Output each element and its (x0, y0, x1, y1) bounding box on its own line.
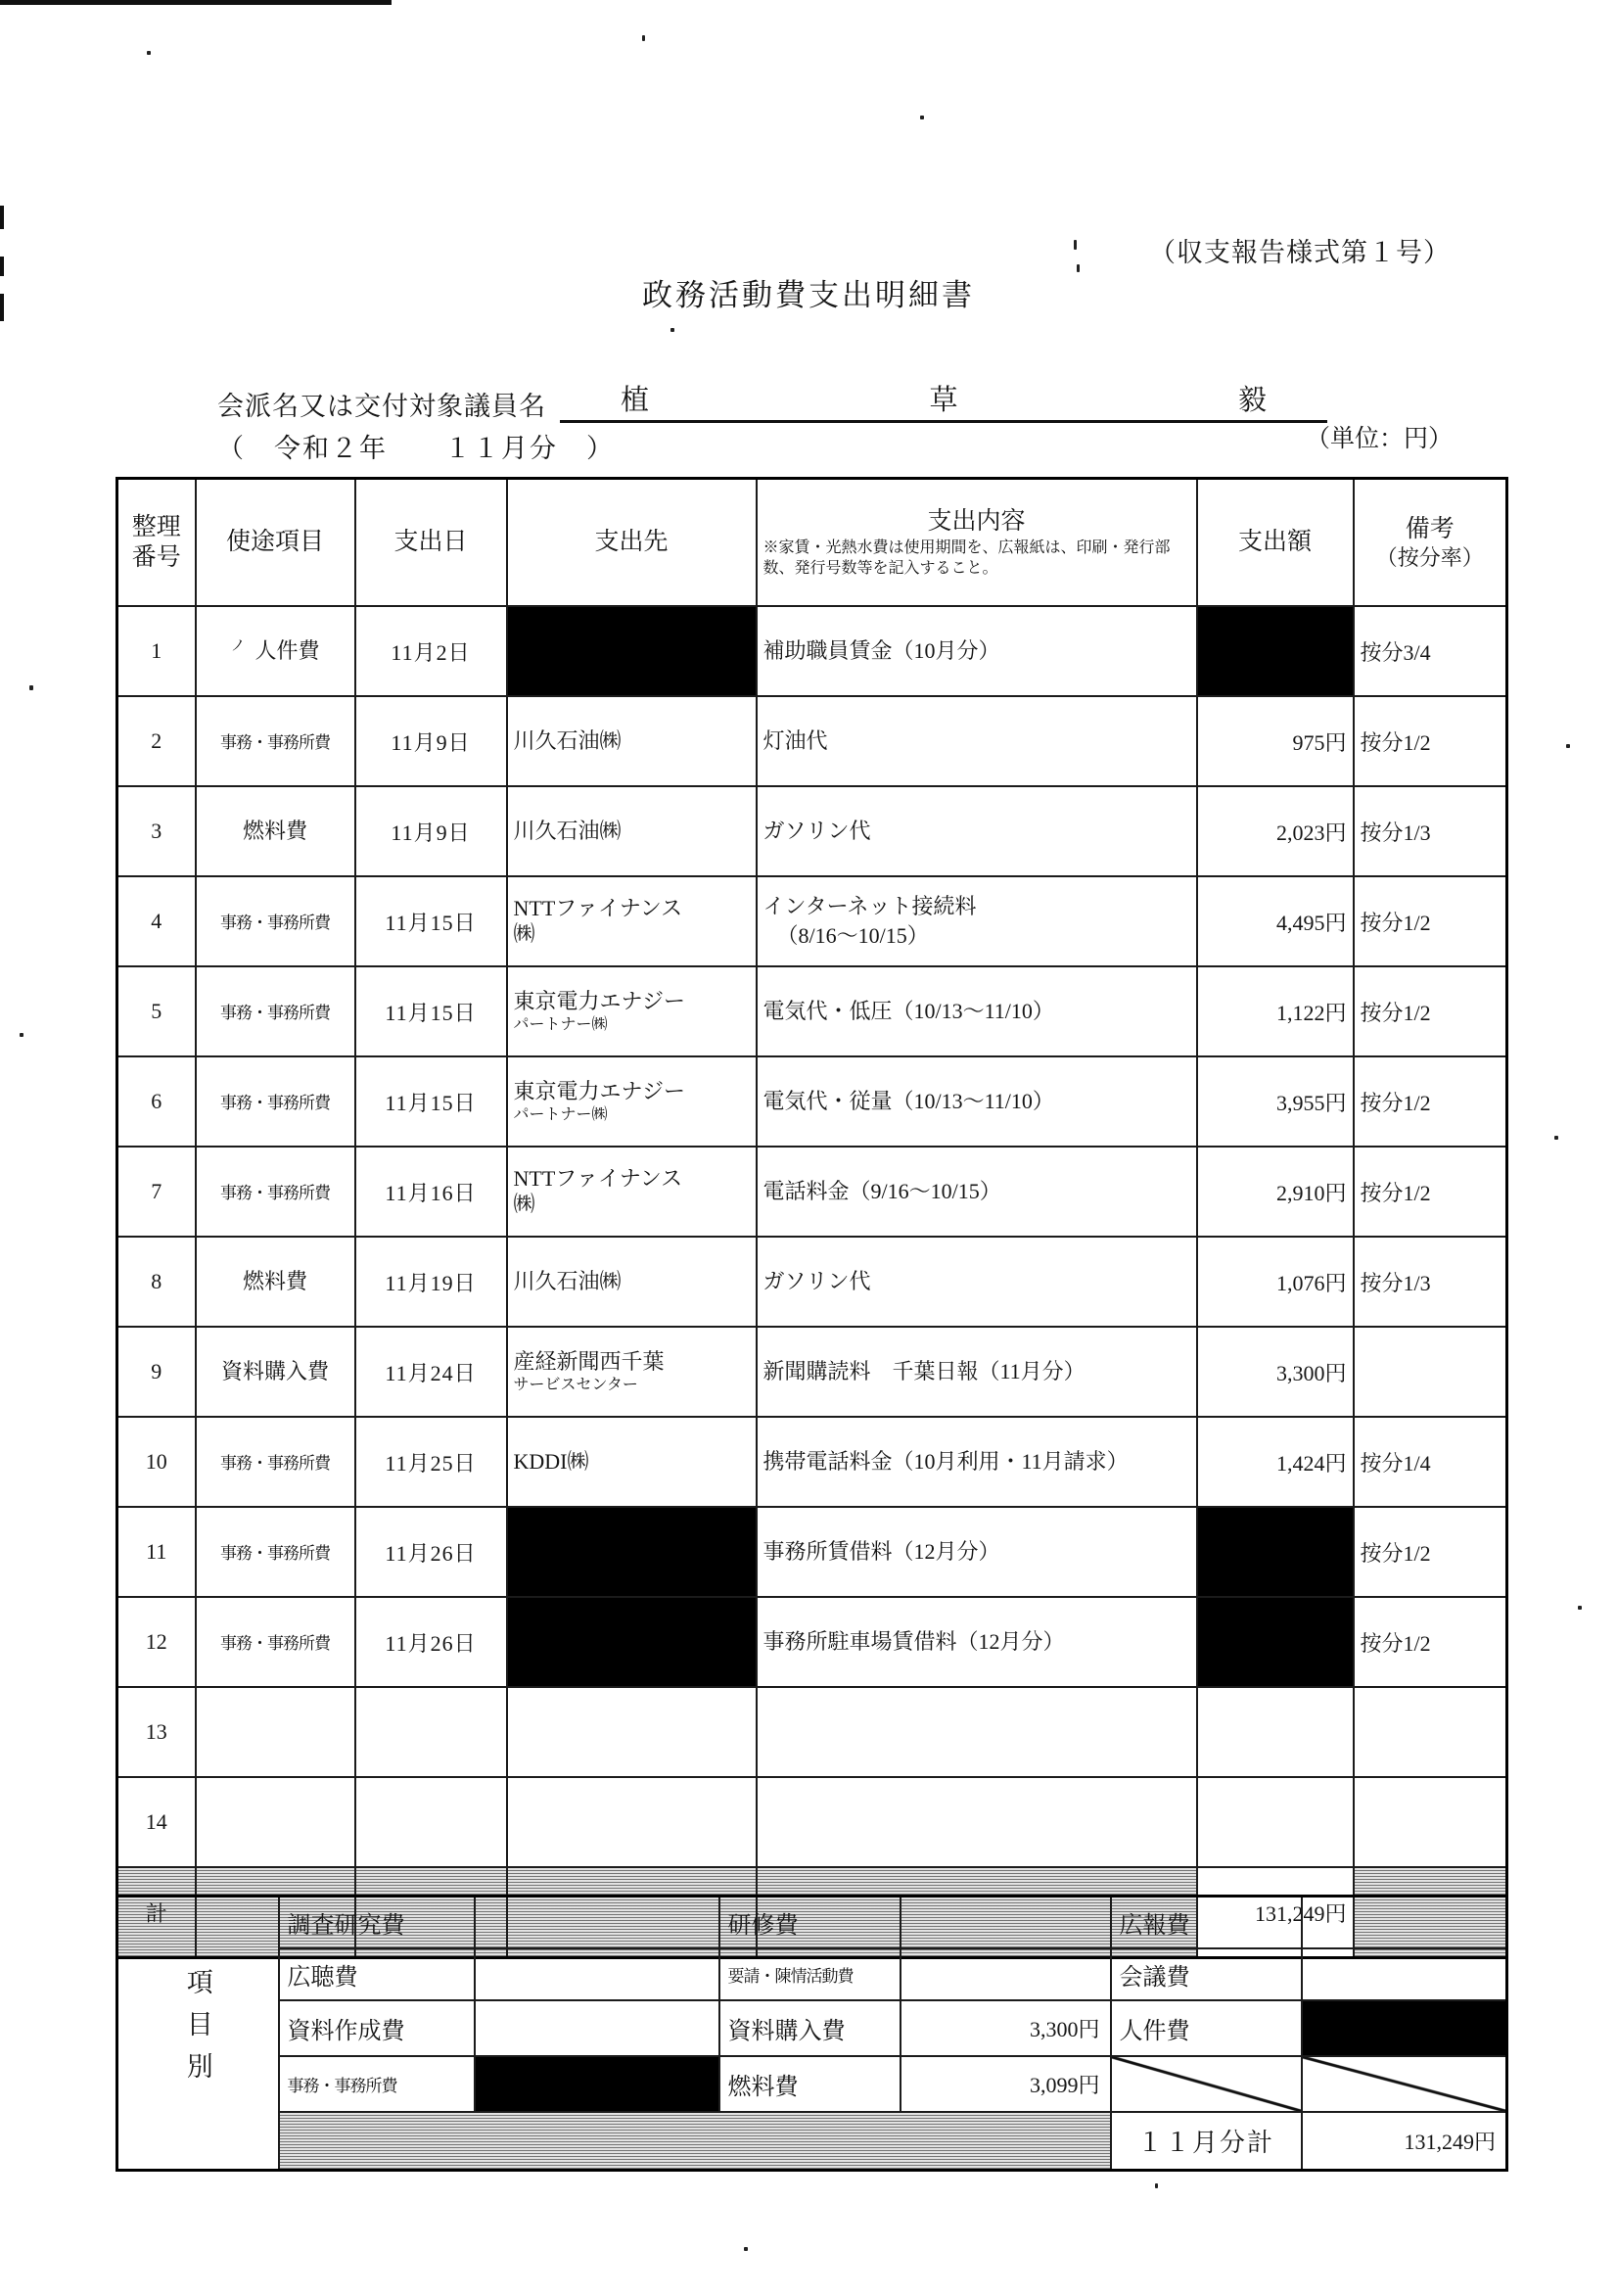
scan-speck (642, 35, 645, 41)
category-label: 事務・事務所費 (220, 1634, 330, 1654)
detail-cell (757, 1147, 1197, 1237)
category-cell (196, 1777, 355, 1867)
header-payee: 支出先 (507, 479, 757, 607)
unit-note: （単位：円） (1305, 426, 1453, 452)
category-cell (196, 1147, 355, 1237)
scan-speck (20, 1033, 23, 1037)
category-cell (196, 1237, 355, 1327)
expense-row-13 (117, 1687, 1507, 1777)
amount-cell-redacted (1197, 1597, 1354, 1687)
amount-cell (1197, 1687, 1354, 1777)
detail-line2: （8/16～10/15） (776, 923, 929, 948)
detail-line: 携帯電話料金（10月利用・11月請求） (762, 1449, 1129, 1475)
row-number: 9 (117, 1327, 196, 1417)
detail-line: ガソリン代 (762, 819, 871, 844)
amount-cell: 1,424円 (1197, 1417, 1354, 1507)
expense-row-6 (117, 1056, 1507, 1147)
note-cell: 按分3/4 (1354, 606, 1507, 696)
header-note-caption: 備考 (1405, 515, 1455, 542)
detail-line: 灯油代 (762, 728, 828, 754)
summary-label: 要請・陳情活動費 (719, 1948, 901, 2000)
scan-edge-mark (0, 206, 4, 229)
note-cell: 按分1/4 (1354, 1417, 1507, 1507)
note-cell: 按分1/3 (1354, 1237, 1507, 1327)
date-cell: 11月2日 (355, 606, 507, 696)
detail-cell (757, 1237, 1197, 1327)
date-cell: 11月15日 (355, 876, 507, 966)
summary-label: 事務・事務所費 (279, 2056, 475, 2112)
name-char: 植 (621, 385, 650, 416)
category-cell (196, 966, 355, 1056)
date-cell: 11月9日 (355, 786, 507, 876)
row-number: 12 (117, 1597, 196, 1687)
name-char: 草 (929, 385, 958, 416)
expense-row-4 (117, 876, 1507, 966)
date-cell: 11月9日 (355, 696, 507, 786)
header-category: 使途項目 (196, 479, 355, 607)
summary-label: 調査研究費 (279, 1897, 475, 1948)
summary-row-4 (117, 2056, 1507, 2112)
detail-cell (757, 1597, 1197, 1687)
expense-table (116, 477, 1508, 1959)
header-no: 整理番号 (117, 479, 196, 607)
header-detail-note: ※家賃・光熱水費は使用期間を、広報紙は、印刷・発行部数、発行号数等を記入すること。 (762, 539, 1171, 577)
note-cell: 按分1/3 (1354, 786, 1507, 876)
detail-line: 事務所賃借料（12月分） (762, 1539, 1000, 1565)
expense-row-9 (117, 1327, 1507, 1417)
payee-cell: 川久石油㈱ (507, 786, 757, 876)
category-label: 燃料費 (242, 819, 307, 844)
payee-cell (507, 1687, 757, 1777)
detail-cell (757, 1417, 1197, 1507)
detail-line: 電気代・従量（10/13～11/10） (762, 1089, 1054, 1114)
category-cell (196, 876, 355, 966)
payee-cell (507, 966, 757, 1056)
row-number: 2 (117, 696, 196, 786)
scan-speck (1074, 240, 1077, 250)
summary-value (901, 1897, 1111, 1948)
member-name-value (560, 378, 1327, 423)
detail-cell (757, 1507, 1197, 1597)
payee-line2: ㈱ (513, 921, 535, 946)
form-code: （収支報告様式第１号） (1149, 238, 1451, 267)
payee-cell (507, 1777, 757, 1867)
category-cell (196, 1687, 355, 1777)
detail-cell (757, 606, 1197, 696)
date-cell: 11月16日 (355, 1147, 507, 1237)
crossed-out-cell (1111, 2056, 1302, 2112)
note-cell: 按分1/2 (1354, 696, 1507, 786)
expense-row-7 (117, 1147, 1507, 1237)
member-name-label: 会派名又は交付対象議員名 (217, 392, 546, 421)
category-cell (196, 606, 355, 696)
detail-line: 電話料金（9/16～10/15） (762, 1179, 1001, 1204)
detail-line: 事務所駐車場賃借料（12月分） (762, 1629, 1065, 1655)
detail-line: 新聞購読料 千葉日報（11月分） (762, 1359, 1086, 1384)
summary-row-2 (117, 1948, 1507, 2000)
header-date: 支出日 (355, 479, 507, 607)
detail-cell (757, 1056, 1197, 1147)
date-cell (355, 1687, 507, 1777)
scan-speck (1578, 1606, 1582, 1610)
scan-speck (147, 51, 151, 55)
category-summary-table (116, 1895, 1508, 2172)
detail-line: 補助職員賃金（10月分） (762, 638, 1000, 664)
summary-value-redacted (475, 2056, 719, 2112)
category-label: 事務・事務所費 (220, 1094, 330, 1113)
payee-cell: KDDI㈱ (507, 1417, 757, 1507)
payee-cell (507, 1147, 757, 1237)
payee-cell: 川久石油㈱ (507, 696, 757, 786)
summary-value (901, 1948, 1111, 2000)
amount-cell-redacted (1197, 1507, 1354, 1597)
category-cell (196, 1056, 355, 1147)
payee-cell (507, 1327, 757, 1417)
summary-value (1302, 1897, 1507, 1948)
payee-line1: 東京電力エナジー (513, 989, 686, 1014)
row-number: 13 (117, 1687, 196, 1777)
summary-label: 広聴費 (279, 1948, 475, 2000)
expense-row-1 (117, 606, 1507, 696)
expense-row-5 (117, 966, 1507, 1056)
total-label-cell: 計 (117, 1867, 196, 1958)
scan-edge-strip (0, 0, 392, 5)
scan-speck (744, 2247, 748, 2251)
category-cell (196, 1327, 355, 1417)
expense-row-3 (117, 786, 1507, 876)
amount-cell: 4,495円 (1197, 876, 1354, 966)
summary-label: 資料購入費 (719, 2000, 901, 2056)
note-cell: 按分1/2 (1354, 1507, 1507, 1597)
summary-side-cell (117, 1897, 279, 2171)
row-number: 8 (117, 1237, 196, 1327)
expense-row-12 (117, 1597, 1507, 1687)
category-label: 事務・事務所費 (220, 1004, 330, 1023)
summary-value (1302, 1948, 1507, 2000)
row-number: 5 (117, 966, 196, 1056)
detail-cell (757, 1327, 1197, 1417)
summary-label: 人件費 (1111, 2000, 1302, 2056)
category-label: 事務・事務所費 (220, 733, 330, 753)
category-label: 事務・事務所費 (220, 914, 330, 933)
payee-line2: ㈱ (513, 1192, 535, 1216)
header-note (1354, 479, 1507, 607)
category-cell (196, 1507, 355, 1597)
row-number: 4 (117, 876, 196, 966)
summary-row-3 (117, 2000, 1507, 2056)
header-detail (757, 479, 1197, 607)
report-period: （ 令和２年 １１月分 ） (217, 434, 615, 463)
header-note-sub: （按分率） (1375, 544, 1484, 570)
summary-total-row (117, 2112, 1507, 2171)
note-cell (1354, 1327, 1507, 1417)
page-title: 政務活動費支出明細書 (642, 278, 975, 312)
header-amount: 支出額 (1197, 479, 1354, 607)
category-label: 事務・事務所費 (220, 1544, 330, 1564)
amount-cell: 975円 (1197, 696, 1354, 786)
summary-value (475, 2000, 719, 2056)
note-cell: 按分1/2 (1354, 1056, 1507, 1147)
amount-cell-redacted (1197, 606, 1354, 696)
date-cell: 11月26日 (355, 1597, 507, 1687)
summary-label: 広報費 (1111, 1897, 1302, 1948)
payee-cell (507, 1056, 757, 1147)
detail-line: ガソリン代 (762, 1269, 871, 1294)
payee-cell: 川久石油㈱ (507, 1237, 757, 1327)
detail-cell (757, 1777, 1197, 1867)
summary-side-label: 項目別 (182, 1967, 212, 2094)
summary-shaded-band (279, 2112, 1111, 2171)
summary-total-label: １１月分計 (1111, 2112, 1302, 2171)
expense-row-2 (117, 696, 1507, 786)
amount-cell (1197, 1777, 1354, 1867)
payee-line1: 東京電力エナジー (513, 1079, 686, 1104)
summary-label: 研修費 (719, 1897, 901, 1948)
detail-line: 電気代・低圧（10/13～11/10） (762, 999, 1054, 1024)
handwritten-check-mark: ノ (230, 638, 246, 655)
detail-cell (757, 786, 1197, 876)
summary-value: 3,099円 (901, 2056, 1111, 2112)
note-cell (1354, 1687, 1507, 1777)
date-cell: 11月15日 (355, 1056, 507, 1147)
note-cell: 按分1/2 (1354, 1147, 1507, 1237)
summary-value (475, 1897, 719, 1948)
member-name-line (217, 378, 1327, 423)
summary-label: 資料作成費 (279, 2000, 475, 2056)
category-cell (196, 1597, 355, 1687)
detail-cell (757, 696, 1197, 786)
date-cell (355, 1777, 507, 1867)
expense-row-8 (117, 1237, 1507, 1327)
payee-line1: NTTファイナンス (513, 1165, 683, 1191)
payee-line2: サービスセンター (513, 1376, 638, 1393)
summary-value (475, 1948, 719, 2000)
category-label: 事務・事務所費 (220, 1454, 330, 1474)
date-cell: 11月15日 (355, 966, 507, 1056)
note-cell: 按分1/2 (1354, 876, 1507, 966)
scan-speck (1554, 1136, 1558, 1140)
date-cell: 11月26日 (355, 1507, 507, 1597)
detail-line1: インターネット接続料 (762, 894, 977, 919)
detail-cell (757, 1687, 1197, 1777)
row-number: 1 (117, 606, 196, 696)
category-label: 資料購入費 (220, 1359, 329, 1384)
row-number: 14 (117, 1777, 196, 1867)
summary-label: 燃料費 (719, 2056, 901, 2112)
summary-value: 3,300円 (901, 2000, 1111, 2056)
detail-cell (757, 966, 1197, 1056)
scan-speck (29, 685, 33, 690)
payee-line2: パートナー㈱ (513, 1015, 608, 1033)
note-cell: 按分1/2 (1354, 966, 1507, 1056)
category-cell (196, 786, 355, 876)
note-cell: 按分1/2 (1354, 1597, 1507, 1687)
payee-cell (507, 876, 757, 966)
date-cell: 11月25日 (355, 1417, 507, 1507)
scan-speck (670, 328, 674, 332)
summary-label: 会議費 (1111, 1948, 1302, 2000)
payee-line1: 産経新聞西千葉 (513, 1349, 665, 1375)
note-cell (1354, 1777, 1507, 1867)
scan-speck (1155, 2183, 1158, 2188)
row-number: 3 (117, 786, 196, 876)
name-char: 毅 (1237, 385, 1267, 416)
amount-cell: 3,955円 (1197, 1056, 1354, 1147)
payee-cell-redacted (507, 606, 757, 696)
amount-cell: 2,023円 (1197, 786, 1354, 876)
scan-speck (1566, 744, 1570, 748)
expense-row-14 (117, 1777, 1507, 1867)
date-cell: 11月24日 (355, 1327, 507, 1417)
payee-line2: パートナー㈱ (513, 1105, 608, 1123)
amount-cell: 1,076円 (1197, 1237, 1354, 1327)
row-number: 6 (117, 1056, 196, 1147)
category-cell (196, 1417, 355, 1507)
category-label: 事務・事務所費 (220, 1184, 330, 1203)
expense-table-header (117, 479, 1507, 607)
expense-row-10 (117, 1417, 1507, 1507)
summary-total-value: 131,249円 (1302, 2112, 1507, 2171)
detail-cell (757, 876, 1197, 966)
payee-cell-redacted (507, 1507, 757, 1597)
crossed-out-cell (1302, 2056, 1507, 2112)
date-cell: 11月19日 (355, 1237, 507, 1327)
summary-row-1 (117, 1897, 1507, 1948)
category-cell (196, 696, 355, 786)
row-number: 10 (117, 1417, 196, 1507)
category-label: 人件費 (254, 638, 320, 664)
amount-cell: 2,910円 (1197, 1147, 1354, 1237)
header-detail-caption: 支出内容 (927, 507, 1026, 535)
expense-row-11 (117, 1507, 1507, 1597)
payee-cell-redacted (507, 1597, 757, 1687)
payee-line1: NTTファイナンス (513, 895, 683, 920)
amount-cell: 1,122円 (1197, 966, 1354, 1056)
summary-value-redacted (1302, 2000, 1507, 2056)
row-number: 7 (117, 1147, 196, 1237)
total-amount-cell: 131,249円 (1197, 1867, 1354, 1958)
row-number: 11 (117, 1507, 196, 1597)
scan-speck (920, 116, 924, 119)
category-label: 燃料費 (242, 1269, 307, 1294)
amount-cell: 3,300円 (1197, 1327, 1354, 1417)
